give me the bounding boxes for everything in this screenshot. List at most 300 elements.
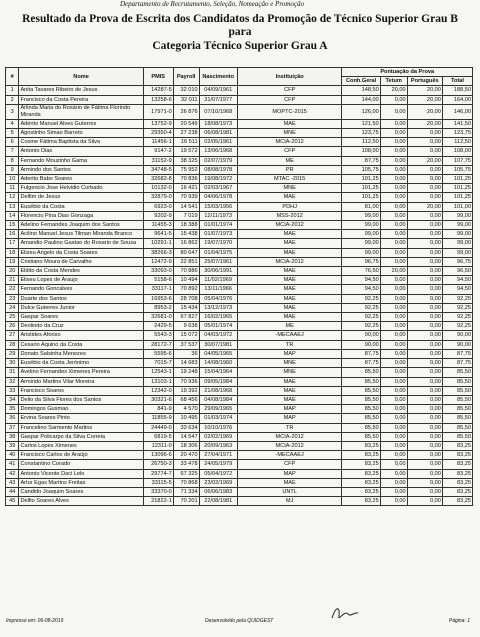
institution: MAE xyxy=(237,478,342,487)
birth-date: 25/07/1961 xyxy=(199,257,237,266)
total-score: 146,00 xyxy=(442,104,472,119)
birth-date: 18/08/1973 xyxy=(199,119,237,128)
total-score: 99,00 xyxy=(442,230,472,239)
row-number: 21 xyxy=(6,276,19,285)
institution: MAE xyxy=(237,285,342,294)
total-score: 85,50 xyxy=(442,368,472,377)
table-row xyxy=(6,138,473,147)
candidate-name: Gaspar Policarpo da Silva Correia xyxy=(19,432,143,441)
total-score: 107,75 xyxy=(442,156,472,165)
general-knowledge-score: 99,00 xyxy=(342,221,380,230)
candidate-name: Fulgencio Jose Helvidio Corbado xyxy=(19,184,143,193)
institution: MAE xyxy=(237,239,342,248)
portuguese-score: 0,00 xyxy=(407,313,442,322)
tetum-score: 0,00 xyxy=(380,423,407,432)
header-score-group: Pontuação da Prova xyxy=(342,68,473,77)
payroll-code: 14 683 xyxy=(173,359,199,368)
general-knowledge-score: 85,50 xyxy=(342,368,380,377)
row-number: 33 xyxy=(6,386,19,395)
row-number: 30 xyxy=(6,359,19,368)
table-row xyxy=(6,322,473,331)
general-knowledge-score: 105,75 xyxy=(342,165,380,174)
table-row xyxy=(6,487,473,496)
tetum-score: 20,00 xyxy=(380,267,407,276)
birth-date: 14/08/1960 xyxy=(199,359,237,368)
institution: MNE xyxy=(237,184,342,193)
birth-date: 02/05/1961 xyxy=(199,138,237,147)
portuguese-score: 0,00 xyxy=(407,129,442,138)
tetum-score: 0,00 xyxy=(380,276,407,285)
total-score: 108,00 xyxy=(442,147,472,156)
portuguese-score: 0,00 xyxy=(407,386,442,395)
row-number: 1 xyxy=(6,86,19,95)
pmis-code: 5543-3 xyxy=(143,331,173,340)
birth-date: 13/12/1973 xyxy=(199,303,237,312)
institution: MCIA-2012 xyxy=(237,138,342,147)
tetum-score: 0,00 xyxy=(380,129,407,138)
pmis-code: 14287-5 xyxy=(143,86,173,95)
candidate-name: Delio da Silva Flores dos Santos xyxy=(19,395,143,404)
institution: MAE xyxy=(237,119,342,128)
candidate-name: Fernando Goncalves xyxy=(19,285,143,294)
tetum-score: 0,00 xyxy=(380,193,407,202)
candidate-name: Cesario Aquino da Costa xyxy=(19,340,143,349)
birth-date: 02/03/1967 xyxy=(199,184,237,193)
birth-date: 22/08/1981 xyxy=(199,497,237,506)
payroll-code: 37 537 xyxy=(173,340,199,349)
table-row xyxy=(6,451,473,460)
institution: MNE xyxy=(237,129,342,138)
row-number: 37 xyxy=(6,423,19,432)
total-score: 83,25 xyxy=(442,460,472,469)
general-knowledge-score: 112,50 xyxy=(342,138,380,147)
pmis-code: 13096-6 xyxy=(143,451,173,460)
tetum-score: 0,00 xyxy=(380,460,407,469)
candidate-name: Eldito da Costa Mendes xyxy=(19,267,143,276)
table-row xyxy=(6,423,473,432)
tetum-score: 0,00 xyxy=(380,322,407,331)
total-score: 101,25 xyxy=(442,184,472,193)
portuguese-score: 0,00 xyxy=(407,276,442,285)
row-number: 43 xyxy=(6,478,19,487)
table-row xyxy=(6,441,473,450)
institution: MAE xyxy=(237,313,342,322)
total-score: 188,50 xyxy=(442,86,472,95)
pmis-code: 9147-2 xyxy=(143,147,173,156)
total-score: 99,00 xyxy=(442,221,472,230)
tetum-score: 20,00 xyxy=(380,86,407,95)
payroll-code: 22 851 xyxy=(173,257,199,266)
pmis-code: 12311-0 xyxy=(143,441,173,450)
row-number: 5 xyxy=(6,129,19,138)
table-row xyxy=(6,239,473,248)
total-score: 99,00 xyxy=(442,239,472,248)
candidate-name: Duarte dos Santos xyxy=(19,294,143,303)
tetum-score: 0,00 xyxy=(380,405,407,414)
pmis-code: 6923-0 xyxy=(143,202,173,211)
birth-date: 05/04/1976 xyxy=(199,294,237,303)
tetum-score: 0,00 xyxy=(380,165,407,174)
candidate-name: Antonio Vicente Daci Lelo xyxy=(19,469,143,478)
pmis-code: 841-9 xyxy=(143,405,173,414)
table-row xyxy=(6,478,473,487)
table-row xyxy=(6,147,473,156)
row-number: 38 xyxy=(6,432,19,441)
general-knowledge-score: 87,75 xyxy=(342,156,380,165)
signature-mark xyxy=(330,604,360,624)
table-row xyxy=(6,294,473,303)
pmis-code: 12543-1 xyxy=(143,368,173,377)
table-row xyxy=(6,395,473,404)
portuguese-score: 0,00 xyxy=(407,138,442,147)
portuguese-score: 0,00 xyxy=(407,294,442,303)
birth-date: 16/02/1965 xyxy=(199,313,237,322)
payroll-code: 75 952 xyxy=(173,165,199,174)
tetum-score: 0,00 xyxy=(380,469,407,478)
table-row xyxy=(6,193,473,202)
institution: UNTL xyxy=(237,487,342,496)
portuguese-score: 0,00 xyxy=(407,165,442,174)
tetum-score: 0,00 xyxy=(380,441,407,450)
portuguese-score: 20,00 xyxy=(407,119,442,128)
payroll-code: 28 708 xyxy=(173,294,199,303)
candidate-name: Acilino Manuel Jesus Tilman Miranda Branco xyxy=(19,230,143,239)
portuguese-score: 0,00 xyxy=(407,322,442,331)
birth-date: 04/09/1961 xyxy=(199,86,237,95)
tetum-score: 0,00 xyxy=(380,368,407,377)
birth-date: 01/01/1974 xyxy=(199,221,237,230)
birth-date: 01/07/1973 xyxy=(199,230,237,239)
table-row xyxy=(6,202,473,211)
pmis-code: 8953-2 xyxy=(143,303,173,312)
row-number: 8 xyxy=(6,156,19,165)
total-score: 123,75 xyxy=(442,129,472,138)
total-score: 90,00 xyxy=(442,340,472,349)
portuguese-score: 0,00 xyxy=(407,211,442,220)
payroll-code: 67 325 xyxy=(173,469,199,478)
general-knowledge-score: 87,75 xyxy=(342,349,380,358)
payroll-code: 4 570 xyxy=(173,405,199,414)
candidate-name: Delfim de Jesus xyxy=(19,193,143,202)
total-score: 87,75 xyxy=(442,349,472,358)
candidate-name: Donato Salsinha Menezes xyxy=(19,349,143,358)
table-row xyxy=(6,257,473,266)
birth-date: 04/05/1965 xyxy=(199,349,237,358)
total-score: 101,00 xyxy=(442,202,472,211)
tetum-score: 0,00 xyxy=(380,395,407,404)
candidate-name: Adérito Manuel Alves Guterres xyxy=(19,119,143,128)
page-number: Página: 1 xyxy=(448,618,470,624)
table-row xyxy=(6,119,473,128)
row-number: 27 xyxy=(6,331,19,340)
general-knowledge-score: 96,75 xyxy=(342,257,380,266)
portuguese-score: 0,00 xyxy=(407,285,442,294)
row-number: 7 xyxy=(6,147,19,156)
general-knowledge-score: 87,75 xyxy=(342,359,380,368)
institution: ME xyxy=(237,322,342,331)
tetum-score: 0,00 xyxy=(380,487,407,496)
candidate-name: Fernando Mouzinho Gama xyxy=(19,156,143,165)
general-knowledge-score: 85,50 xyxy=(342,423,380,432)
payroll-code: 70 939 xyxy=(173,193,199,202)
pmis-code: 29774-7 xyxy=(143,469,173,478)
general-knowledge-score: 90,00 xyxy=(342,331,380,340)
table-row xyxy=(6,248,473,257)
birth-date: 13/11/1966 xyxy=(199,285,237,294)
payroll-code: 27 238 xyxy=(173,129,199,138)
birth-date: 31/07/1977 xyxy=(199,95,237,104)
birth-date: 13/06/1968 xyxy=(199,147,237,156)
table-row xyxy=(6,104,473,119)
row-number: 26 xyxy=(6,322,19,331)
tetum-score: 0,00 xyxy=(380,175,407,184)
institution: MSS-2012 xyxy=(237,211,342,220)
institution: CFP xyxy=(237,460,342,469)
row-number: 2 xyxy=(6,95,19,104)
pmis-code: 29350-4 xyxy=(143,129,173,138)
print-date: Impresso em: 06-08-2019 xyxy=(6,618,64,624)
general-knowledge-score: 144,00 xyxy=(342,95,380,104)
birth-date: 06/06/1983 xyxy=(199,487,237,496)
payroll-code: 20 470 xyxy=(173,451,199,460)
payroll-code: 32 010 xyxy=(173,86,199,95)
institution: MAE xyxy=(237,193,342,202)
tetum-score: 0,00 xyxy=(380,359,407,368)
table-row xyxy=(6,303,473,312)
pmis-code: 7015-7 xyxy=(143,359,173,368)
tetum-score: 0,00 xyxy=(380,294,407,303)
tetum-score: 0,00 xyxy=(380,248,407,257)
payroll-code: 16 421 xyxy=(173,184,199,193)
birth-date: 15/04/1964 xyxy=(199,368,237,377)
portuguese-score: 0,00 xyxy=(407,303,442,312)
pmis-code: 10132-0 xyxy=(143,184,173,193)
table-row xyxy=(6,368,473,377)
payroll-code: 26 876 xyxy=(173,104,199,119)
pmis-code: 12342-0 xyxy=(143,386,173,395)
birth-date: 09/05/1984 xyxy=(199,377,237,386)
portuguese-score: 0,00 xyxy=(407,230,442,239)
candidate-name: Francelino Sarmento Martins xyxy=(19,423,143,432)
portuguese-score: 0,00 xyxy=(407,239,442,248)
total-score: 87,75 xyxy=(442,359,472,368)
row-number: 25 xyxy=(6,313,19,322)
table-row xyxy=(6,405,473,414)
tetum-score: 0,00 xyxy=(380,432,407,441)
row-number: 11 xyxy=(6,184,19,193)
general-knowledge-score: 90,00 xyxy=(342,340,380,349)
table-row xyxy=(6,349,473,358)
total-score: 85,50 xyxy=(442,423,472,432)
birth-date: 04/08/1984 xyxy=(199,395,237,404)
birth-date: 08/08/1978 xyxy=(199,165,237,174)
candidate-name: Antonio Dias xyxy=(19,147,143,156)
table-row xyxy=(6,359,473,368)
total-score: 99,00 xyxy=(442,211,472,220)
tetum-score: 0,00 xyxy=(380,184,407,193)
total-score: 141,50 xyxy=(442,119,472,128)
document-title-block xyxy=(0,12,480,53)
birth-date: 29/09/1965 xyxy=(199,405,237,414)
birth-date: 20/09/1963 xyxy=(199,441,237,450)
payroll-code: 16 862 xyxy=(173,239,199,248)
payroll-code: 68 456 xyxy=(173,395,199,404)
birth-date: 05/04/1972 xyxy=(199,469,237,478)
portuguese-score: 20,00 xyxy=(407,86,442,95)
table-row xyxy=(6,285,473,294)
institution: MAE xyxy=(237,276,342,285)
candidate-name: Agostinho Simao Barreto xyxy=(19,129,143,138)
institution: MOPTC-2015 xyxy=(237,104,342,119)
general-knowledge-score: 101,25 xyxy=(342,193,380,202)
payroll-code: 67 827 xyxy=(173,313,199,322)
pmis-code: 32682-8 xyxy=(143,175,173,184)
tetum-score: 0,00 xyxy=(380,257,407,266)
candidate-name: Francisco da Costa Pereira xyxy=(19,95,143,104)
candidate-name: Artur Egas Martins Freitas xyxy=(19,478,143,487)
institution: MNE xyxy=(237,368,342,377)
institution: CFP xyxy=(237,86,342,95)
general-knowledge-score: 101,25 xyxy=(342,175,380,184)
candidate-name: Deolindo da Cruz xyxy=(19,322,143,331)
institution: PDHJ xyxy=(237,202,342,211)
institution: MAE xyxy=(237,248,342,257)
payroll-code: 80 647 xyxy=(173,248,199,257)
row-number: 4 xyxy=(6,119,19,128)
pmis-code: 33115-5 xyxy=(143,478,173,487)
table-row xyxy=(6,86,473,95)
candidate-name: Arlinda Maria do Rosário de Fátima Florindo Miranda xyxy=(19,104,143,119)
pmis-code: 28172-7 xyxy=(143,340,173,349)
general-knowledge-score: 92,25 xyxy=(342,294,380,303)
row-number: 19 xyxy=(6,257,19,266)
table-row xyxy=(6,460,473,469)
portuguese-score: 0,00 xyxy=(407,349,442,358)
portuguese-score: 0,00 xyxy=(407,340,442,349)
total-score: 96,50 xyxy=(442,267,472,276)
payroll-code: 7 019 xyxy=(173,211,199,220)
table-row xyxy=(6,414,473,423)
candidate-name: Eusébio da Costa xyxy=(19,202,143,211)
general-knowledge-score: 81,00 xyxy=(342,202,380,211)
table-row xyxy=(6,156,473,165)
portuguese-score: 0,00 xyxy=(407,175,442,184)
total-score: 99,00 xyxy=(442,248,472,257)
tetum-score: 0,00 xyxy=(380,303,407,312)
table-row xyxy=(6,95,473,104)
institution: MCIA-2012 xyxy=(237,441,342,450)
payroll-code: 15 438 xyxy=(173,230,199,239)
portuguese-score: 0,00 xyxy=(407,487,442,496)
pmis-code: 13103-1 xyxy=(143,377,173,386)
pmis-code: 33117-1 xyxy=(143,285,173,294)
header-total: Total xyxy=(442,77,472,86)
payroll-code: 36 xyxy=(173,349,199,358)
payroll-code: 15 072 xyxy=(173,331,199,340)
institution: MAE xyxy=(237,395,342,404)
general-knowledge-score: 83,25 xyxy=(342,478,380,487)
total-score: 164,00 xyxy=(442,95,472,104)
general-knowledge-score: 99,00 xyxy=(342,211,380,220)
pmis-code: 12472-9 xyxy=(143,257,173,266)
general-knowledge-score: 83,25 xyxy=(342,441,380,450)
payroll-code: 14 547 xyxy=(173,432,199,441)
portuguese-score: 0,00 xyxy=(407,423,442,432)
total-score: 92,25 xyxy=(442,294,472,303)
row-number: 24 xyxy=(6,303,19,312)
row-number: 12 xyxy=(6,193,19,202)
row-number: 9 xyxy=(6,165,19,174)
row-number: 23 xyxy=(6,294,19,303)
general-knowledge-score: 83,25 xyxy=(342,469,380,478)
institution: TR xyxy=(237,423,342,432)
header-tetum: Tetum xyxy=(380,77,407,86)
tetum-score: 0,00 xyxy=(380,451,407,460)
institution: MAE xyxy=(237,267,342,276)
tetum-score: 0,00 xyxy=(380,221,407,230)
row-number: 13 xyxy=(6,202,19,211)
portuguese-score: 20,00 xyxy=(407,95,442,104)
total-score: 83,25 xyxy=(442,497,472,506)
pmis-code: 9202-9 xyxy=(143,211,173,220)
payroll-code: 15 434 xyxy=(173,303,199,312)
payroll-code: 70 868 xyxy=(173,478,199,487)
table-row xyxy=(6,469,473,478)
pmis-code: 34748-5 xyxy=(143,165,173,174)
tetum-score: 0,00 xyxy=(380,95,407,104)
pmis-code: 11455-3 xyxy=(143,221,173,230)
pmis-code: 16953-6 xyxy=(143,294,173,303)
general-knowledge-score: 92,25 xyxy=(342,322,380,331)
institution: ME xyxy=(237,156,342,165)
total-score: 83,25 xyxy=(442,478,472,487)
general-knowledge-score: 126,00 xyxy=(342,104,380,119)
row-number: 40 xyxy=(6,451,19,460)
row-number: 10 xyxy=(6,175,19,184)
total-score: 105,75 xyxy=(442,165,472,174)
portuguese-score: 0,00 xyxy=(407,405,442,414)
total-score: 85,50 xyxy=(442,405,472,414)
institution: MAE xyxy=(237,294,342,303)
portuguese-score: 0,00 xyxy=(407,432,442,441)
header-general-knowledge: Conh.Geral xyxy=(342,77,380,86)
pmis-code: 31152-9 xyxy=(143,156,173,165)
portuguese-score: 0,00 xyxy=(407,451,442,460)
total-score: 85,50 xyxy=(442,377,472,386)
payroll-code: 19 392 xyxy=(173,386,199,395)
table-row xyxy=(6,165,473,174)
tetum-score: 0,00 xyxy=(380,211,407,220)
table-row xyxy=(6,386,473,395)
payroll-code: 38 325 xyxy=(173,156,199,165)
payroll-code: 71 334 xyxy=(173,487,199,496)
tetum-score: 0,00 xyxy=(380,340,407,349)
header-portuguese: Português xyxy=(407,77,442,86)
payroll-code: 32 011 xyxy=(173,95,199,104)
payroll-code: 70 892 xyxy=(173,285,199,294)
birth-date: 23/02/1969 xyxy=(199,478,237,487)
institution: MCIA-2012 xyxy=(237,432,342,441)
pmis-code: 33370-0 xyxy=(143,487,173,496)
total-score: 85,50 xyxy=(442,395,472,404)
row-number: 28 xyxy=(6,340,19,349)
portuguese-score: 20,00 xyxy=(407,104,442,119)
table-row xyxy=(6,129,473,138)
header-payroll: Payroll xyxy=(173,68,199,86)
total-score: 92,25 xyxy=(442,303,472,312)
portuguese-score: 0,00 xyxy=(407,414,442,423)
pmis-code: 38266-3 xyxy=(143,248,173,257)
